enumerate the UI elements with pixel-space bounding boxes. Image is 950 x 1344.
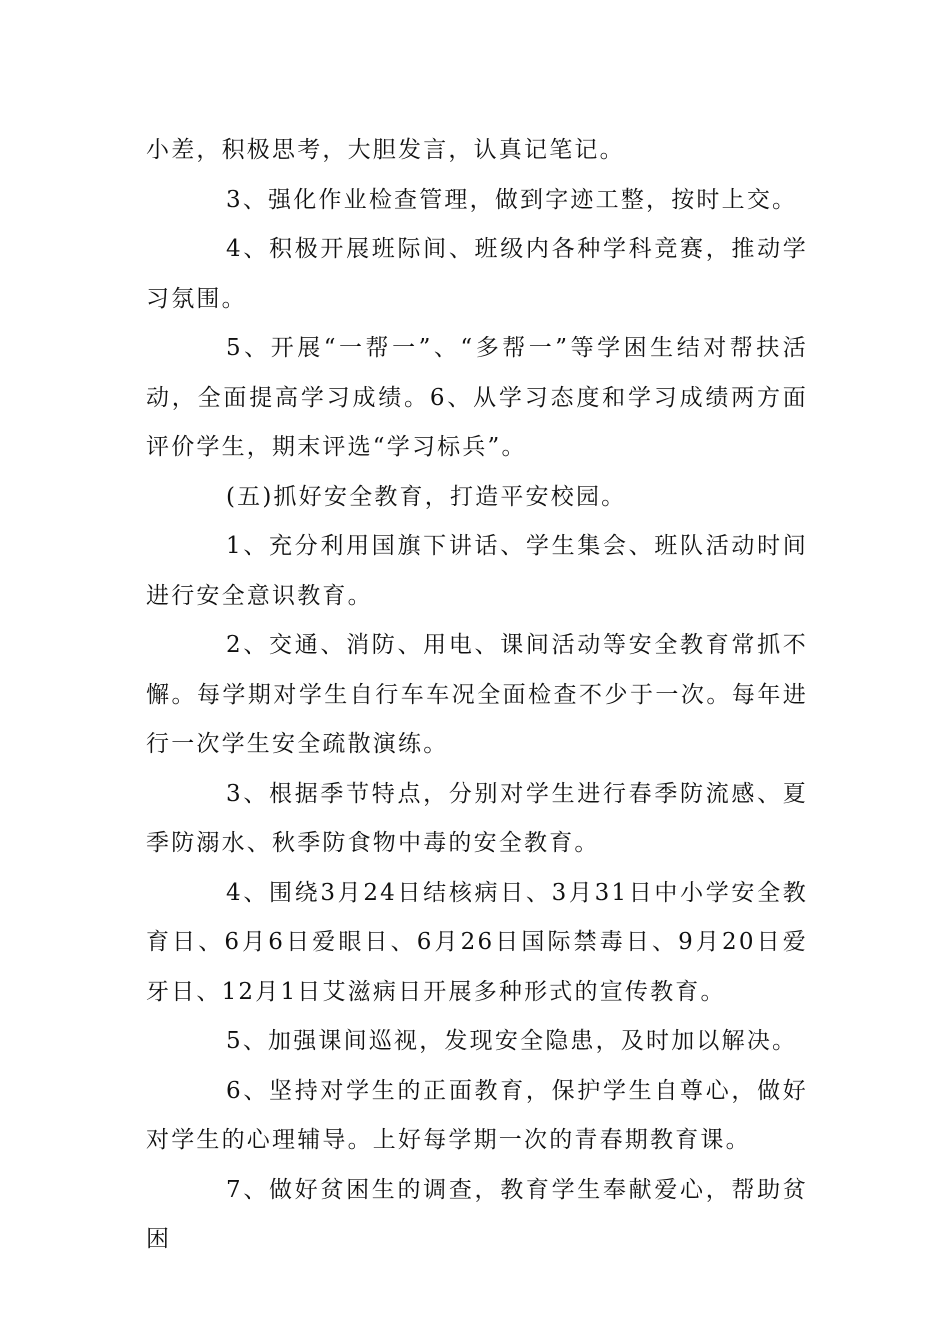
paragraph-item-4: 4、积极开展班际间、班级内各种学科竞赛，推动学习氛围。 — [146, 236, 808, 312]
paragraph-safety-1: 1、充分利用国旗下讲话、学生集会、班队活动时间进行安全意识教育。 — [146, 533, 808, 609]
paragraph-safety-7: 7、做好贫困生的调查，教育学生奉献爱心，帮助贫困 — [146, 1176, 808, 1252]
paragraph-continuation: 小差，积极思考，大胆发言，认真记笔记。 — [146, 137, 625, 163]
paragraph-item-3: 3、强化作业检查管理，做到字迹工整，按时上交。 — [226, 186, 798, 213]
paragraph-item-5: 5、开展“一帮一”、“多帮一”等学困生结对帮扶活动，全面提高学习成绩。6、从学习态度和学习成绩两方面评价学生，期末评选“学习标兵”。 — [146, 335, 808, 460]
paragraph-safety-5: 5、加强课间巡视，发现安全隐患，及时加以解决。 — [226, 1028, 798, 1054]
paragraph-safety-6: 6、坚持对学生的正面教育，保护学生自尊心，做好对学生的心理辅导。上好每学期一次的青春期教育课。 — [146, 1077, 808, 1153]
paragraph-safety-2: 2、交通、消防、用电、课间活动等安全教育常抓不懈。每学期对学生自行车车况全面检查不少于一次。每年进行一次学生安全疏散演练。 — [146, 632, 808, 757]
section-heading-five: (五)抓好安全教育，打造平安校园。 — [226, 483, 627, 510]
paragraph-safety-3: 3、根据季节特点，分别对学生进行春季防流感、夏季防溺水、秋季防食物中毒的安全教育。 — [146, 780, 808, 856]
paragraph-safety-4: 4、围绕3月24日结核病日、3月31日中小学安全教育日、6月6日爱眼日、6月26日国际禁毒日、9月20日爱牙日、12月1日艾滋病日开展多种形式的宣传教育。 — [146, 879, 808, 1005]
document-body — [146, 126, 808, 1265]
